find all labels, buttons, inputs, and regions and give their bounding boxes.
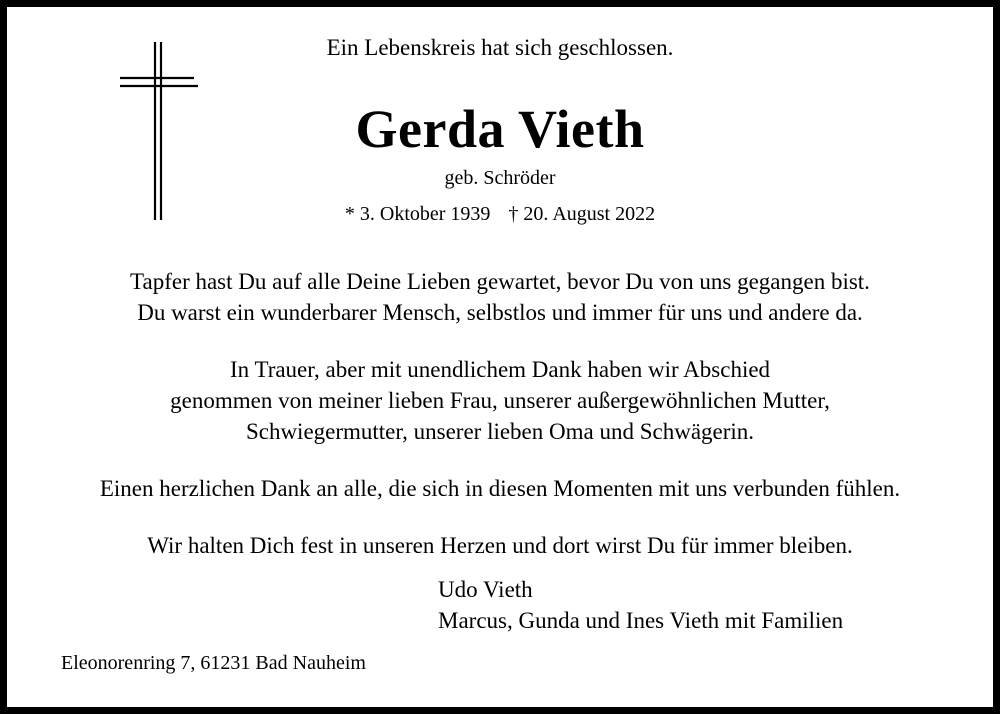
paragraph-thanks [0, 473, 1000, 504]
paragraph-closing [0, 530, 1000, 561]
signature-line: Marcus, Gunda und Ines Vieth mit Familien [438, 608, 844, 633]
signatures [438, 574, 843, 636]
text-line: Schwiegermutter, unserer lieben Oma und Schwägerin. [245, 419, 755, 444]
text-line: genommen von meiner lieben Frau, unserer außergewöhnlichen Mutter, [170, 388, 830, 413]
deceased-name: Gerda Vieth [355, 99, 645, 159]
paragraph-mourning [0, 354, 1000, 447]
address: Eleonorenring 7, 61231 Bad Nauheim [61, 652, 366, 674]
intro-line: Ein Lebenskreis hat sich geschlossen. [326, 35, 674, 60]
death-date: † 20. August 2022 [508, 203, 656, 225]
signature-line: Udo Vieth [438, 577, 533, 602]
life-dates [0, 203, 1000, 226]
birth-date: * 3. Oktober 1939 [344, 203, 491, 225]
text-line: In Trauer, aber mit unendlichem Dank haben wir Abschied [229, 357, 771, 382]
paragraph-tribute [0, 266, 1000, 328]
maiden-name: geb. Schröder [444, 167, 556, 189]
text-line: Wir halten Dich fest in unseren Herzen und dort wirst Du für immer bleiben. [147, 533, 853, 558]
text-line: Du warst ein wunderbarer Mensch, selbstlos und immer für uns und andere da. [137, 300, 863, 325]
text-line: Einen herzlichen Dank an alle, die sich in diesen Momenten mit uns verbunden fühlen. [99, 476, 901, 501]
text-line: Tapfer hast Du auf alle Deine Lieben gewartet, bevor Du von uns gegangen bist. [130, 269, 870, 294]
